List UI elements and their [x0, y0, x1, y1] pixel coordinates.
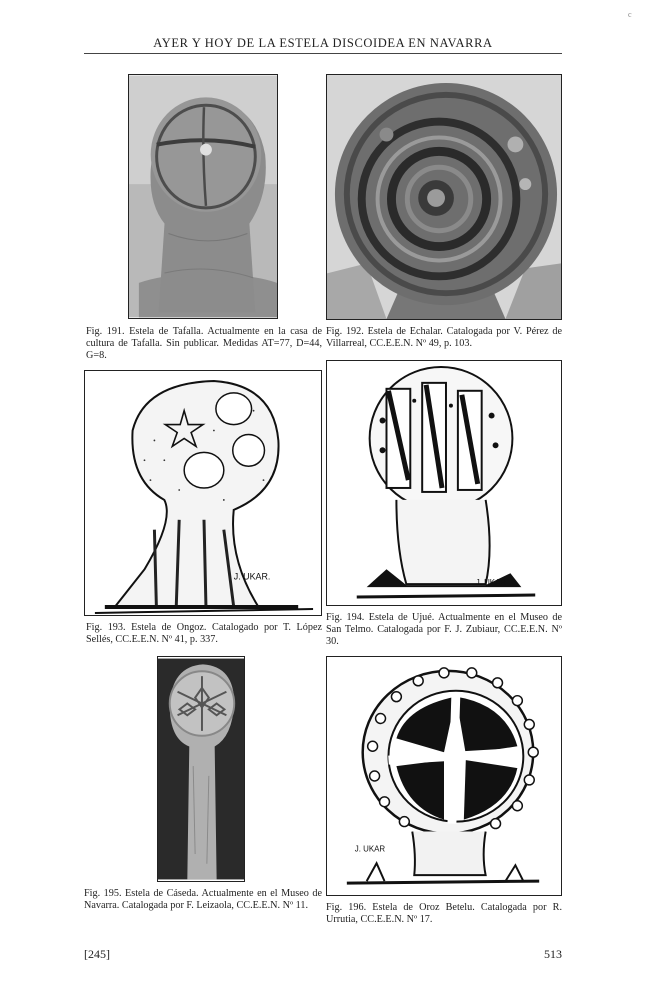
folio-bracket: [245] [84, 947, 110, 961]
ujue-stele-drawing [327, 361, 561, 605]
figure-196-drawing [326, 656, 562, 896]
caption-fig-192: Fig. 192. Estela de Echalar. Catalogada por V. Pérez de Villarreal, CC.E.E.N. Nº 49, p. 103. [326, 326, 562, 350]
echalar-stele-image [327, 75, 561, 319]
page-number: 513 [544, 947, 562, 961]
oroz-betelu-stele-drawing [327, 657, 561, 895]
header-rule [84, 53, 562, 54]
caption-fig-194: Fig. 194. Estela de Ujué. Actualmente en el Museo de San Telmo. Catalogada por F. J. Zubiaur, CC.E.E.N. Nº 30. [326, 612, 562, 648]
figure-193-drawing [84, 370, 322, 616]
figure-194-drawing [326, 360, 562, 606]
signature-fig-194: J. UKAR [475, 578, 507, 588]
running-header: AYER Y HOY DE LA ESTELA DISCOIDEA EN NAVARRA [153, 36, 493, 50]
ongoz-stele-drawing [85, 371, 321, 615]
figure-192-photo [326, 74, 562, 320]
caption-fig-191: Fig. 191. Estela de Tafalla. Actualmente en la casa de cultura de Tafalla. Sin publicar. Medidas AT=77, D=44, G=8. [86, 326, 322, 362]
corner-mark: c [628, 10, 632, 19]
caseda-stele-image [158, 657, 244, 881]
figure-195-photo [157, 656, 245, 882]
caption-fig-196: Fig. 196. Estela de Oroz Betelu. Catalogada por R. Urrutia, CC.E.E.N. Nº 17. [326, 902, 562, 926]
figure-191-photo [128, 74, 278, 319]
caption-fig-195: Fig. 195. Estela de Cáseda. Actualmente en el Museo de Navarra. Catalogada por F. Leizaola, CC.E.E.N. Nº 11. [84, 888, 322, 912]
caption-fig-193: Fig. 193. Estela de Ongoz. Catalogado por T. López Sellés, CC.E.E.N. Nº 41, p. 337. [86, 622, 322, 646]
tafalla-stele-image [129, 75, 277, 318]
signature-fig-193: J. UKAR. [233, 571, 271, 582]
signature-fig-196: J. UKAR [354, 844, 386, 854]
